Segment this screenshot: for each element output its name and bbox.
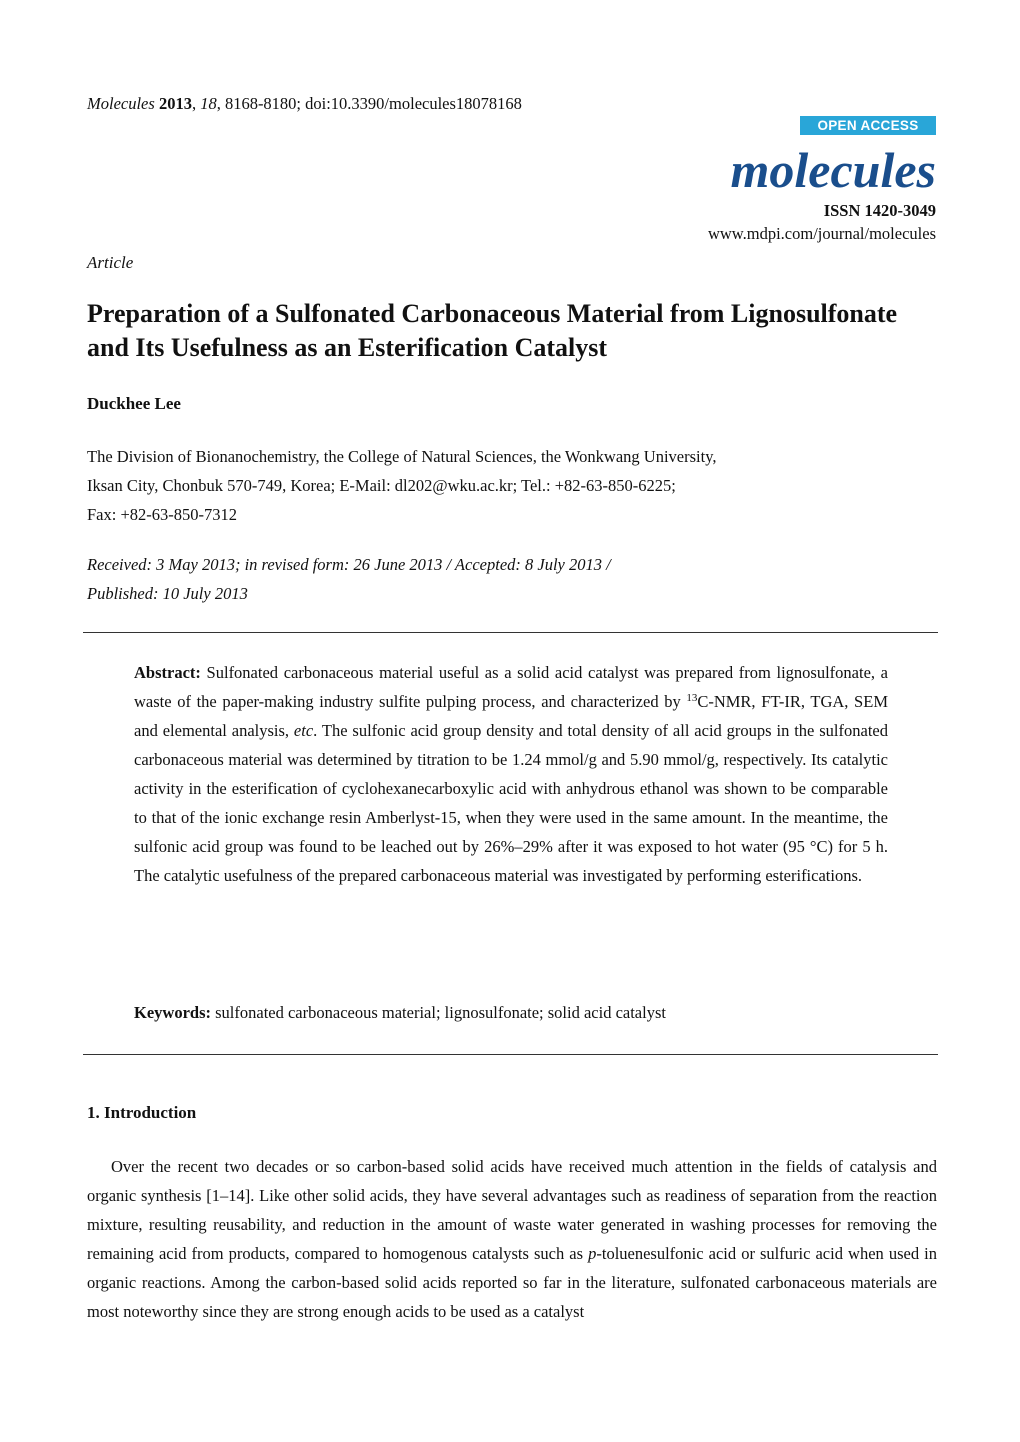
keywords-label: Keywords: — [134, 1003, 211, 1022]
dates-line: Received: 3 May 2013; in revised form: 26 June 2013 / Accepted: 8 July 2013 / — [87, 555, 611, 574]
article-type: Article — [87, 253, 134, 272]
abstract-text: . The sulfonic acid group density and total density of all acid groups in the sulfonated carbonaceous material was determined by titration to be 1.24 mmol/g and 5.90 mmol/g, respectively. Its catalytic activity in the esterification of cyclohexanecarboxylic acid with anhydrous ethanol was shown to be comparable to that of the ionic exchange resin Amberlyst-15, when they were used in the same amount. In the meantime, the sulfonic acid group was found to be leached out by 26%–29% after it was exposed to hot water (95 °C) for 5 h. The catalytic usefulness of the prepared carbonaceous material was investigated by performing esterifications. — [134, 721, 888, 885]
citation-journal: Molecules — [87, 94, 155, 113]
citation-year: 2013 — [158, 94, 192, 113]
divider-top — [83, 632, 938, 633]
publication-dates — [87, 550, 937, 608]
citation-volume: 18 — [200, 94, 217, 113]
abstract-italic: etc — [293, 721, 314, 740]
dates-line: Published: 10 July 2013 — [87, 584, 248, 603]
abstract-superscript: 13 — [686, 692, 698, 704]
journal-url[interactable]: www.mdpi.com/journal/molecules — [707, 224, 936, 243]
intro-text: Over the recent two decades or so carbon-based solid acids have received much attention in the fields of catalysis and organic synthesis [1–14]. Like other solid acids, they have several advantages such as readiness of separation from the reaction mixture, resulting reusability, and reduction in the amount of waste water generated in washing processes for removing the remaining acid from products, compared to homogenous catalysts such as — [87, 1157, 937, 1263]
journal-logo: molecules — [730, 142, 936, 198]
introduction-paragraph — [87, 1152, 937, 1326]
keywords — [134, 1001, 666, 1025]
intro-text: -toluenesulfonic acid or sulfuric acid when used in organic reactions. Among the carbon-based solid acids reported so far in the literature, sulfonated carbonaceous materials are most noteworthy since they are strong enough acids to be used as a catalyst — [87, 1244, 937, 1321]
affiliation-line: Fax: +82-63-850-7312 — [87, 505, 237, 524]
article-title: Preparation of a Sulfonated Carbonaceous Material from Lignosulfonate and Its Usefulness as an Esterification Catalyst — [87, 299, 898, 362]
author-name: Duckhee Lee — [87, 394, 181, 413]
divider-bottom — [83, 1054, 938, 1055]
affiliation — [87, 442, 937, 529]
citation-line: Molecules 2013, 18, 8168-8180; doi:10.3390/molecules18078168 — [87, 94, 522, 113]
keywords-text: sulfonated carbonaceous material; lignosulfonate; solid acid catalyst — [211, 1003, 666, 1022]
affiliation-line: Iksan City, Chonbuk 570-749, Korea; E-Mail: dl202@wku.ac.kr; Tel.: +82-63-850-6225; — [87, 476, 676, 495]
affiliation-line: The Division of Bionanochemistry, the College of Natural Sciences, the Wonkwang University, — [87, 447, 717, 466]
intro-italic: p — [588, 1244, 597, 1263]
section-heading: 1. Introduction — [87, 1103, 197, 1122]
citation-pages-doi: , 8168-8180; doi:10.3390/molecules18078168 — [216, 94, 522, 113]
issn: ISSN 1420-3049 — [823, 201, 936, 220]
abstract — [134, 658, 888, 890]
abstract-text: Sulfonated carbonaceous material useful as a solid acid catalyst was prepared from lignosulfonate, a waste of the paper-making industry sulfite pulping process, and characterized by — [134, 663, 888, 711]
open-access-badge: OPEN ACCESS — [800, 116, 936, 135]
abstract-text: C-NMR, FT-IR, TGA, SEM and elemental analysis, — [134, 692, 888, 740]
abstract-label: Abstract: — [134, 663, 201, 682]
